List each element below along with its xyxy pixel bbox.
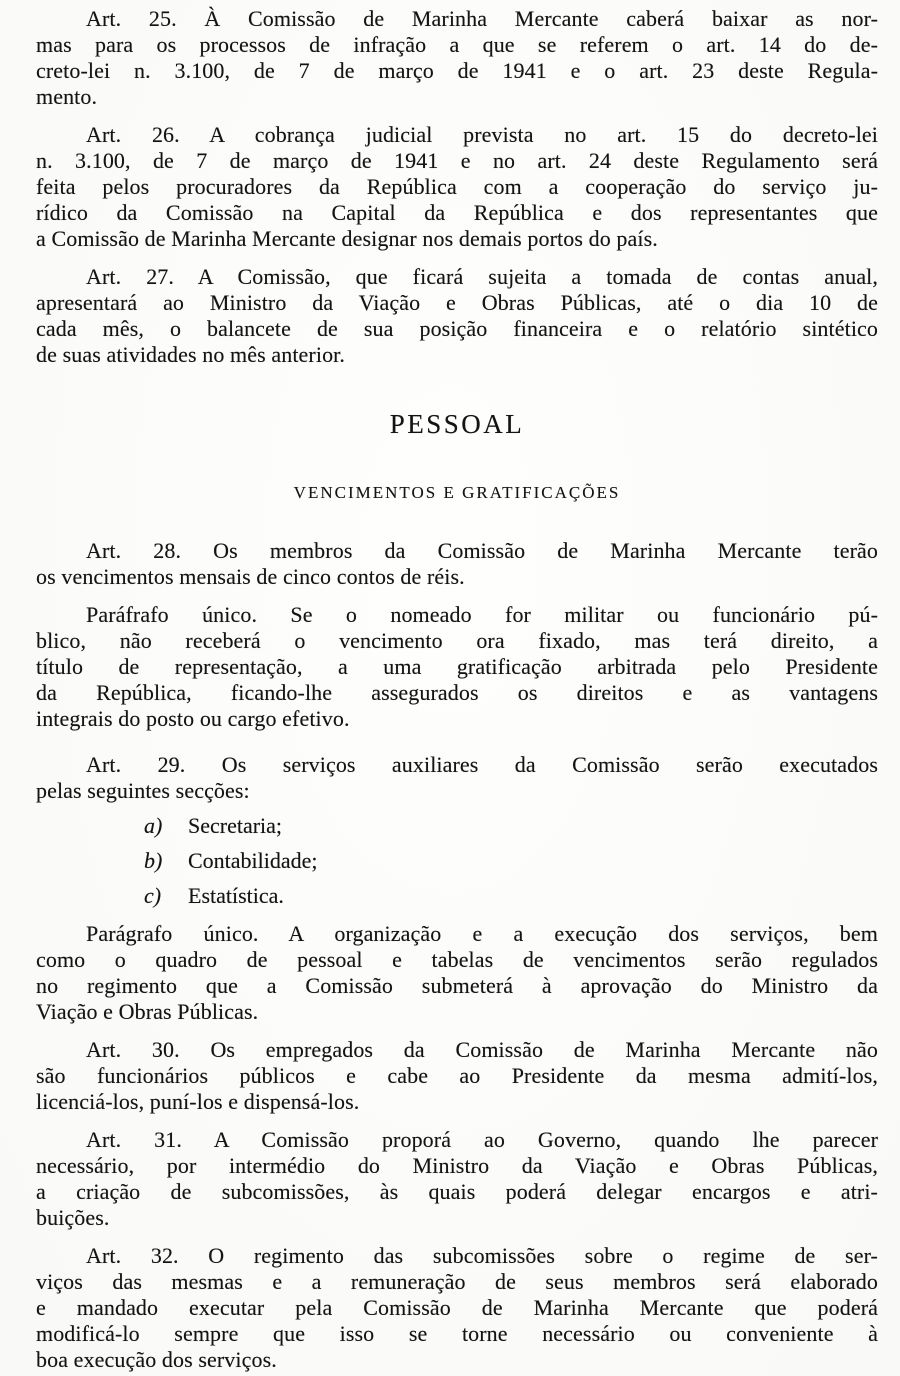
text-line: viços das mesmas e a remuneração de seus membros será elaborado <box>36 1269 878 1294</box>
list-item-a <box>36 813 878 839</box>
article-29 <box>36 752 878 804</box>
text-line: Parágrafo único. A organização e a execução dos serviços, bem <box>86 921 878 946</box>
text-line: a Comissão de Marinha Mercante designar nos demais portos do país. <box>36 226 658 251</box>
text-line: e mandado executar pela Comissão de Marinha Mercante que poderá <box>36 1295 878 1320</box>
text-line: buições. <box>36 1205 110 1230</box>
subsection-heading: VENCIMENTOS E GRATIFICAÇÕES <box>293 483 621 502</box>
text-line: como o quadro de pessoal e tabelas de vencimentos serão regulados <box>36 947 878 972</box>
text-line: Paráfrafo único. Se o nomeado for militar ou funcionário pú- <box>86 602 878 627</box>
text-line: licenciá-los, puní-los e dispensá-los. <box>36 1089 360 1114</box>
text-line: boa execução dos serviços. <box>36 1347 277 1372</box>
text-line: mas para os processos de infração a que se referem o art. 14 do de- <box>36 32 878 57</box>
text-line: feita pelos procuradores da República com a cooperação do serviço ju- <box>36 174 878 199</box>
article-30 <box>36 1037 878 1115</box>
article-28-sole-paragraph <box>36 602 878 732</box>
text-line: n. 3.100, de 7 de março de 1941 e no art. 24 deste Regulamento será <box>36 148 878 173</box>
article-28 <box>36 538 878 590</box>
text-line: creto-lei n. 3.100, de 7 de março de 1941 e o art. 23 deste Regula- <box>36 58 878 83</box>
section-heading: PESSOAL <box>389 409 525 439</box>
list-marker: b) <box>144 848 163 873</box>
list-marker: a) <box>144 813 163 838</box>
list-marker: c) <box>144 883 162 908</box>
article-25 <box>36 6 878 110</box>
list-item-c <box>36 883 878 909</box>
article-32 <box>36 1243 878 1373</box>
list-item-b <box>36 848 878 874</box>
text-line: apresentará ao Ministro da Viação e Obras Públicas, até o dia 10 de <box>36 290 878 315</box>
text-line: cada mês, o balancete de sua posição financeira e o relatório sintético <box>36 316 878 341</box>
list-item-text: Secretaria; <box>188 813 283 838</box>
text-line: pelas seguintes secções: <box>36 778 250 803</box>
text-line: modificá-lo sempre que isso se torne necessário ou conveniente à <box>36 1321 878 1346</box>
text-line: Art. 28. Os membros da Comissão de Marinha Mercante terão <box>86 538 878 563</box>
text-line: título de representação, a uma gratificação arbitrada pelo Presidente <box>36 654 878 679</box>
text-line: necessário, por intermédio do Ministro da Viação e Obras Públicas, <box>36 1153 878 1178</box>
text-line: os vencimentos mensais de cinco contos de réis. <box>36 564 465 589</box>
text-line: mento. <box>36 84 98 109</box>
article-27 <box>36 264 878 368</box>
text-line: são funcionários públicos e cabe ao Presidente da mesma admití-los, <box>36 1063 878 1088</box>
text-line: Art. 29. Os serviços auxiliares da Comissão serão executados <box>86 752 878 777</box>
text-line: Art. 30. Os empregados da Comissão de Marinha Mercante não <box>86 1037 878 1062</box>
article-26 <box>36 122 878 252</box>
text-line: no regimento que a Comissão submeterá à aprovação do Ministro da <box>36 973 878 998</box>
article-31 <box>36 1127 878 1231</box>
text-line: Art. 32. O regimento das subcomissões sobre o regime de ser- <box>86 1243 878 1268</box>
text-line: de suas atividades no mês anterior. <box>36 342 345 367</box>
article-29-sole-paragraph <box>36 921 878 1025</box>
text-line: Viação e Obras Públicas. <box>36 999 259 1024</box>
text-line: Art. 31. A Comissão proporá ao Governo, quando lhe parecer <box>86 1127 878 1152</box>
text-line: Art. 25. À Comissão de Marinha Mercante caberá baixar as nor- <box>86 6 878 31</box>
text-line: blico, não receberá o vencimento ora fixado, mas terá direito, a <box>36 628 878 653</box>
text-line: integrais do posto ou cargo efetivo. <box>36 706 350 731</box>
text-line: rídico da Comissão na Capital da República e dos representantes que <box>36 200 878 225</box>
text-line: Art. 26. A cobrança judicial prevista no art. 15 do decreto-lei <box>86 122 878 147</box>
list-item-text: Estatística. <box>188 883 284 908</box>
text-line: da República, ficando-lhe assegurados os direitos e as vantagens <box>36 680 878 705</box>
text-line: Art. 27. A Comissão, que ficará sujeita a tomada de contas anual, <box>86 264 878 289</box>
text-line: a criação de subcomissões, às quais poderá delegar encargos e atri- <box>36 1179 878 1204</box>
list-item-text: Contabilidade; <box>188 848 318 873</box>
